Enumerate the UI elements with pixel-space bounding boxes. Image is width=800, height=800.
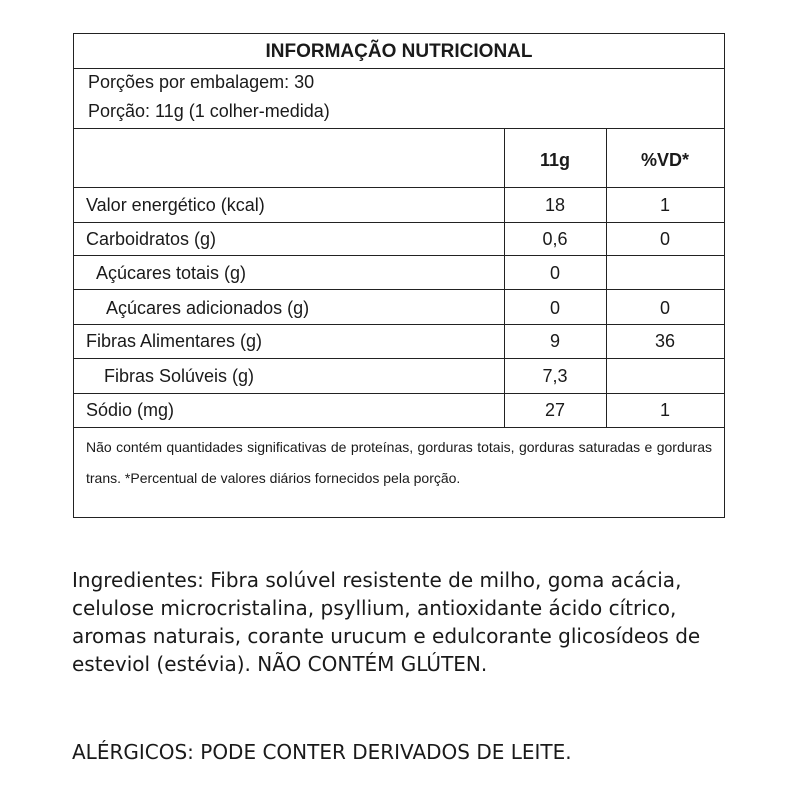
nutrient-name: Carboidratos (g) (86, 228, 217, 249)
table-row (74, 359, 724, 393)
nutrient-dv: 1 (659, 399, 670, 420)
nutrient-name: Açúcares adicionados (g) (106, 297, 310, 318)
table-row (74, 222, 724, 256)
nutrient-amount: 0 (549, 297, 560, 318)
nutrient-amount: 7,3 (542, 365, 568, 386)
table-row (74, 324, 724, 358)
table-row (74, 188, 724, 222)
nutrient-dv: 1 (659, 194, 670, 215)
table-footnote: Não contém quantidades significativas de proteínas, gorduras totais, gorduras saturadas e gorduras trans. *Percentual de valores diários fornecidos pela porção. (86, 439, 712, 486)
divider (74, 68, 724, 69)
servings-per-package: Porções por embalagem: 30 (88, 72, 315, 92)
divider (74, 427, 724, 428)
nutrient-dv (606, 256, 724, 290)
nutrient-name: Valor energético (kcal) (86, 194, 265, 215)
nutrient-name: Fibras Alimentares (g) (86, 330, 263, 351)
ingredients-text: Ingredientes: Fibra solúvel resistente de milho, goma acácia, celulose microcristalina, psyllium, antioxidante ácido cítrico, aromas naturais, corante urucum e edulcorante glicosídeos de esteviol (estévia). NÃO CONTÉM GLÚTEN. (72, 568, 701, 676)
table-row (74, 393, 724, 427)
column-header-amount: 11g (539, 149, 571, 170)
nutrient-amount: 0,6 (542, 228, 568, 249)
nutrient-amount: 9 (549, 330, 560, 351)
nutrient-amount: 18 (544, 194, 566, 215)
nutrient-dv: 36 (654, 330, 676, 351)
nutrient-name: Sódio (mg) (86, 399, 175, 420)
allergens-text: ALÉRGICOS: PODE CONTER DERIVADOS DE LEITE. (72, 740, 572, 764)
nutrient-amount: 27 (544, 399, 566, 420)
serving-size: Porção: 11g (1 colher-medida) (88, 101, 330, 121)
nutrient-name: Fibras Solúveis (g) (104, 365, 255, 386)
divider (74, 289, 724, 290)
table-row (74, 291, 724, 325)
nutrient-dv: 0 (659, 228, 670, 249)
nutrient-name: Açúcares totais (g) (96, 262, 247, 283)
column-header-dv: %VD* (640, 149, 689, 170)
nutrient-dv: 0 (659, 297, 670, 318)
nutrient-amount: 0 (549, 262, 560, 283)
nutrition-table (73, 33, 725, 518)
divider (74, 128, 724, 129)
table-title: INFORMAÇÃO NUTRICIONAL (265, 40, 533, 62)
nutrient-dv (606, 359, 724, 393)
table-row (74, 256, 724, 290)
